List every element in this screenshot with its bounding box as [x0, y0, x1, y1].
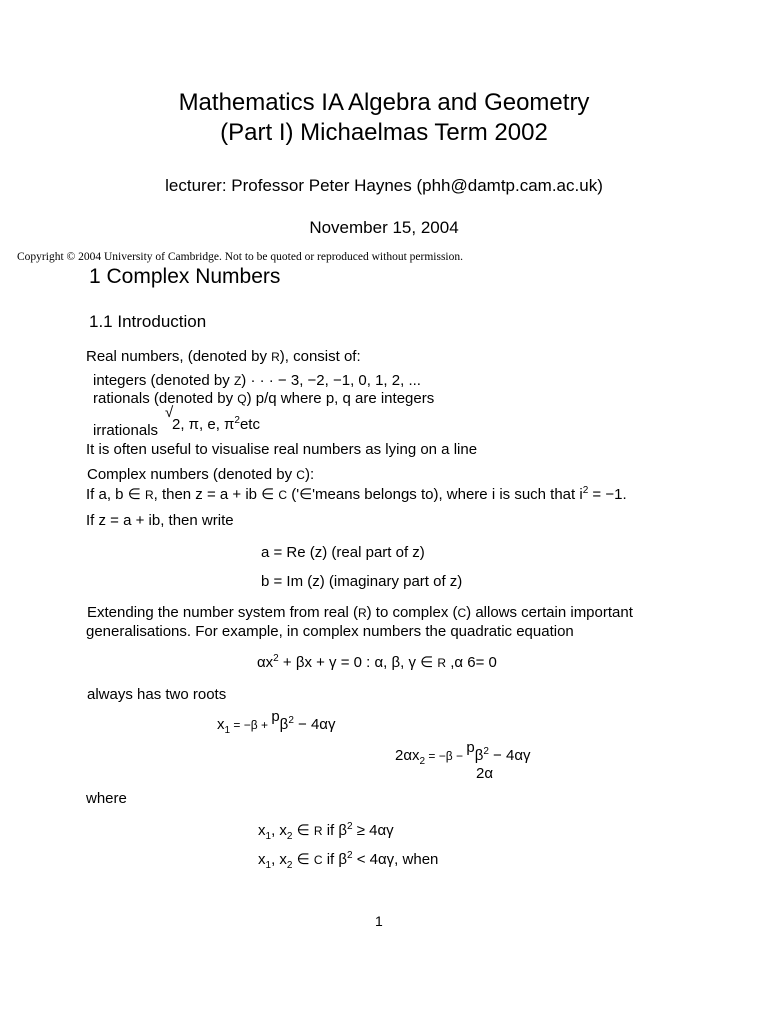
imaginary-part-equation: b = Im (z) (imaginary part of z): [261, 573, 463, 590]
document-title-line-2: (Part I) Michaelmas Term 2002: [220, 119, 548, 146]
sqrt-symbol: √: [165, 404, 174, 421]
root-x2: $2\alpha x_2 = -\beta - p\beta^2 - 4\alpha\gamma$: [395, 739, 531, 767]
extending-line-1: Extending the number system from real (R) to complex (C) allows certain important: [87, 604, 633, 621]
subsection-heading: 1.1 Introduction: [89, 312, 207, 331]
condition-complex-roots: $x_1$, $x_2$ ∈ C if $\beta^2 < 4\alpha\gamma$, when: [258, 850, 439, 871]
if-z-line: If z = a + ib, then write: [86, 512, 234, 529]
section-heading: 1 Complex Numbers: [89, 265, 281, 288]
visualise-line: It is often useful to visualise real numbers as lying on a line: [86, 441, 478, 458]
quadratic-equation: $\alpha x^2 + \beta x + \gamma = 0$ : α, β, γ ∈ R ,α 6= 0: [257, 653, 497, 671]
rationals-line: rationals (denoted by Q) p/q where p, q are integers: [93, 390, 435, 407]
root-x1: $x_1 = -\beta + p\beta^2 - 4\alpha\gamma$: [217, 708, 336, 736]
irrationals-label: irrationals: [93, 422, 159, 439]
root-denominator: 2α: [476, 765, 494, 782]
complex-numbers-line: Complex numbers (denoted by C):: [87, 466, 315, 483]
integers-line: integers (denoted by Z) · · · − 3, −2, −1, 0, 1, 2, ...: [93, 372, 421, 389]
lecturer-line: lecturer: Professor Peter Haynes (phh@damtp.cam.ac.uk): [165, 176, 603, 195]
complex-definition-line: If a, b ∈ R, then z = a + ib ∈ C ('∈'means belongs to), where i is such that $i^2 = -1$.: [86, 485, 627, 503]
page-number: 1: [375, 913, 383, 929]
copyright-notice: Copyright © 2004 University of Cambridge. Not to be quoted or reproduced without permission.: [17, 251, 463, 263]
two-roots-line: always has two roots: [87, 686, 227, 703]
irrationals-examples: 2, π, e, $\pi^2etc$: [172, 415, 260, 433]
where-label: where: [86, 790, 127, 807]
document-date: November 15, 2004: [309, 218, 459, 237]
document-title-line-1: Mathematics IA Algebra and Geometry: [178, 89, 590, 116]
condition-real-roots: $x_1$, $x_2$ ∈ R if $\beta^2 \ge 4\alpha\gamma$: [258, 821, 394, 842]
extending-line-2: generalisations. For example, in complex numbers the quadratic equation: [86, 623, 574, 640]
real-numbers-line: Real numbers, (denoted by R), consist of:: [86, 348, 361, 365]
real-part-equation: a = Re (z) (real part of z): [261, 544, 425, 561]
